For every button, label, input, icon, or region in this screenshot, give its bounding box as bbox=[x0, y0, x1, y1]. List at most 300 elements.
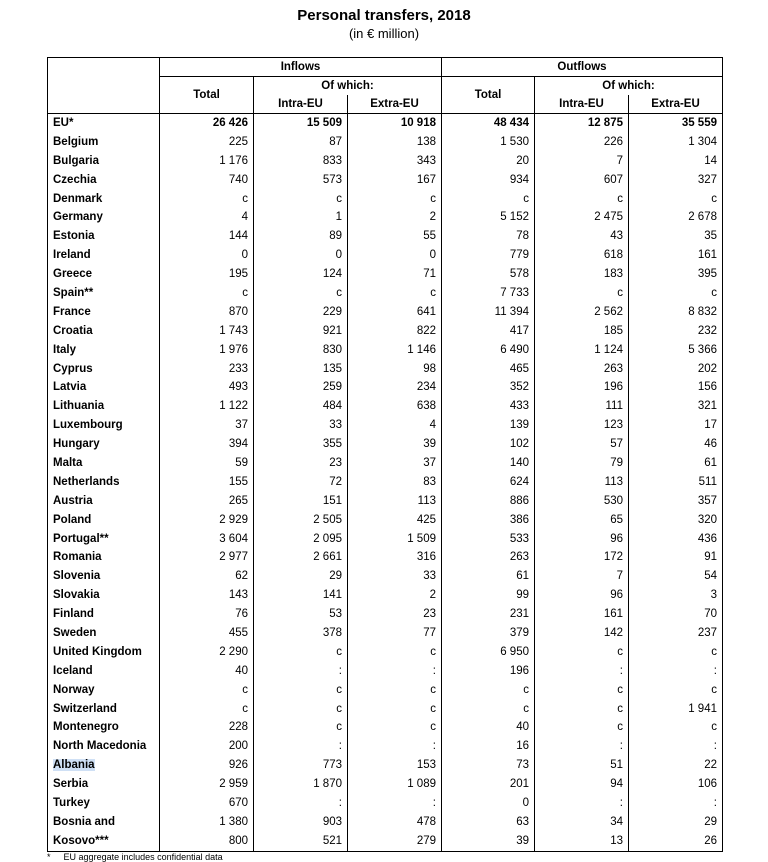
outflows-intra-eu-cell: 12 875 bbox=[535, 114, 629, 133]
table-row bbox=[48, 662, 723, 681]
outflows-intra-eu-cell: 113 bbox=[535, 473, 629, 492]
country-cell: Italy bbox=[53, 343, 77, 356]
table-row bbox=[48, 152, 723, 171]
table-row bbox=[48, 719, 723, 738]
outflows-total-cell: 386 bbox=[442, 511, 535, 530]
inflows-intra-eu-cell: 921 bbox=[254, 322, 348, 341]
outflows-of-which-header: Of which: bbox=[535, 77, 723, 96]
inflows-intra-eu-cell: c bbox=[254, 719, 348, 738]
inflows-extra-eu-cell: 37 bbox=[348, 454, 442, 473]
outflows-intra-eu-cell: 57 bbox=[535, 435, 629, 454]
outflows-intra-eu-cell: 172 bbox=[535, 548, 629, 567]
inflows-total-cell: 800 bbox=[160, 832, 254, 851]
outflows-extra-eu-cell: : bbox=[629, 737, 723, 756]
inflows-intra-eu-cell: : bbox=[254, 662, 348, 681]
country-cell: Croatia bbox=[53, 324, 93, 337]
country-cell: Belgium bbox=[53, 135, 99, 148]
country-cell: Norway bbox=[53, 683, 95, 696]
footnote-text: EU aggregate includes confidential data bbox=[63, 852, 223, 862]
outflows-total-cell: 61 bbox=[442, 567, 535, 586]
table-row bbox=[48, 360, 723, 379]
outflows-total-cell: 779 bbox=[442, 246, 535, 265]
outflows-total-cell: 140 bbox=[442, 454, 535, 473]
inflows-intra-eu-cell: 378 bbox=[254, 624, 348, 643]
outflows-intra-eu-cell: 65 bbox=[535, 511, 629, 530]
outflows-total-cell: 417 bbox=[442, 322, 535, 341]
inflows-extra-eu-cell: 33 bbox=[348, 567, 442, 586]
inflows-total-cell: 1 743 bbox=[160, 322, 254, 341]
inflows-intra-eu-cell: c bbox=[254, 700, 348, 719]
inflows-extra-eu-cell: 98 bbox=[348, 360, 442, 379]
outflows-intra-eu-cell: 183 bbox=[535, 265, 629, 284]
outflows-total-cell: 196 bbox=[442, 662, 535, 681]
outflows-extra-eu-cell: 17 bbox=[629, 416, 723, 435]
inflows-total-cell: 2 977 bbox=[160, 548, 254, 567]
outflows-intra-eu-cell: c bbox=[535, 700, 629, 719]
country-cell: Montenegro bbox=[53, 721, 119, 734]
inflows-total-cell: 493 bbox=[160, 378, 254, 397]
table-row bbox=[48, 133, 723, 152]
inflows-extra-eu-header: Extra-EU bbox=[348, 95, 442, 114]
table-row bbox=[48, 567, 723, 586]
inflows-extra-eu-cell: 71 bbox=[348, 265, 442, 284]
inflows-intra-eu-cell: : bbox=[254, 794, 348, 813]
inflows-intra-eu-cell: c bbox=[254, 681, 348, 700]
inflows-extra-eu-cell: 2 bbox=[348, 586, 442, 605]
outflows-total-header: Total bbox=[442, 77, 535, 114]
table-row bbox=[48, 322, 723, 341]
inflows-extra-eu-cell: 10 918 bbox=[348, 114, 442, 133]
inflows-extra-eu-cell: 77 bbox=[348, 624, 442, 643]
inflows-total-cell: 265 bbox=[160, 492, 254, 511]
outflows-extra-eu-cell: 1 941 bbox=[629, 700, 723, 719]
table-row bbox=[48, 227, 723, 246]
inflows-total-cell: c bbox=[160, 284, 254, 303]
outflows-extra-eu-cell: 327 bbox=[629, 171, 723, 190]
outflows-extra-eu-cell: 14 bbox=[629, 152, 723, 171]
outflows-extra-eu-cell: 70 bbox=[629, 605, 723, 624]
outflows-intra-eu-cell: 7 bbox=[535, 152, 629, 171]
inflows-extra-eu-cell: 343 bbox=[348, 152, 442, 171]
inflows-extra-eu-cell: 153 bbox=[348, 756, 442, 775]
inflows-intra-eu-cell: 484 bbox=[254, 397, 348, 416]
outflows-extra-eu-cell: 61 bbox=[629, 454, 723, 473]
outflows-intra-eu-cell: 34 bbox=[535, 813, 629, 832]
table-row bbox=[48, 303, 723, 322]
country-cell: Germany bbox=[53, 211, 103, 224]
table-row bbox=[48, 700, 723, 719]
outflows-intra-eu-cell: 79 bbox=[535, 454, 629, 473]
inflows-intra-eu-cell: 2 505 bbox=[254, 511, 348, 530]
country-cell: Greece bbox=[53, 268, 93, 281]
outflows-total-cell: 11 394 bbox=[442, 303, 535, 322]
inflows-total-cell: 740 bbox=[160, 171, 254, 190]
inflows-total-cell: 155 bbox=[160, 473, 254, 492]
inflows-intra-eu-cell: 259 bbox=[254, 378, 348, 397]
inflows-total-cell: 26 426 bbox=[160, 114, 254, 133]
table-row bbox=[48, 530, 723, 549]
inflows-extra-eu-cell: 39 bbox=[348, 435, 442, 454]
inflows-extra-eu-cell: 316 bbox=[348, 548, 442, 567]
inflows-intra-eu-cell: 89 bbox=[254, 227, 348, 246]
table-row bbox=[48, 435, 723, 454]
inflows-total-cell: 200 bbox=[160, 737, 254, 756]
outflows-extra-eu-cell: c bbox=[629, 643, 723, 662]
outflows-extra-eu-cell: : bbox=[629, 794, 723, 813]
outflows-intra-eu-cell: 111 bbox=[535, 397, 629, 416]
table-row bbox=[48, 265, 723, 284]
table-row bbox=[48, 756, 723, 775]
outflows-intra-eu-cell: 196 bbox=[535, 378, 629, 397]
inflows-extra-eu-cell: 234 bbox=[348, 378, 442, 397]
country-cell: Estonia bbox=[53, 230, 95, 243]
country-cell: Iceland bbox=[53, 664, 93, 677]
inflows-total-cell: 225 bbox=[160, 133, 254, 152]
outflows-total-cell: 624 bbox=[442, 473, 535, 492]
outflows-extra-eu-cell: 232 bbox=[629, 322, 723, 341]
outflows-total-cell: 78 bbox=[442, 227, 535, 246]
inflows-intra-eu-cell: 72 bbox=[254, 473, 348, 492]
country-cell: Sweden bbox=[53, 626, 97, 639]
inflows-extra-eu-cell: 425 bbox=[348, 511, 442, 530]
country-cell: France bbox=[53, 305, 91, 318]
personal-transfers-table bbox=[47, 57, 723, 852]
inflows-extra-eu-cell: 1 146 bbox=[348, 341, 442, 360]
outflows-extra-eu-cell: 2 678 bbox=[629, 208, 723, 227]
table-row bbox=[48, 624, 723, 643]
outflows-total-cell: 1 530 bbox=[442, 133, 535, 152]
inflows-extra-eu-cell: c bbox=[348, 190, 442, 209]
country-cell: Lithuania bbox=[53, 400, 105, 413]
inflows-total-header: Total bbox=[160, 77, 254, 114]
inflows-extra-eu-cell: c bbox=[348, 719, 442, 738]
inflows-total-cell: 233 bbox=[160, 360, 254, 379]
outflows-intra-eu-cell: 263 bbox=[535, 360, 629, 379]
outflows-extra-eu-cell: 22 bbox=[629, 756, 723, 775]
country-cell: EU* bbox=[53, 116, 74, 129]
country-cell: Finland bbox=[53, 608, 94, 621]
table-row bbox=[48, 246, 723, 265]
country-cell: North Macedonia bbox=[53, 740, 147, 753]
outflows-total-cell: 7 733 bbox=[442, 284, 535, 303]
outflows-intra-eu-cell: 7 bbox=[535, 567, 629, 586]
inflows-intra-eu-cell: 2 095 bbox=[254, 530, 348, 549]
outflows-intra-eu-cell: 96 bbox=[535, 586, 629, 605]
inflows-extra-eu-cell: 279 bbox=[348, 832, 442, 851]
outflows-extra-eu-cell: 320 bbox=[629, 511, 723, 530]
outflows-total-cell: 578 bbox=[442, 265, 535, 284]
country-cell: Slovenia bbox=[53, 570, 101, 583]
inflows-total-cell: 143 bbox=[160, 586, 254, 605]
inflows-intra-eu-cell: 124 bbox=[254, 265, 348, 284]
outflows-intra-eu-cell: 94 bbox=[535, 775, 629, 794]
outflows-total-cell: 886 bbox=[442, 492, 535, 511]
outflows-extra-eu-cell: 46 bbox=[629, 435, 723, 454]
inflows-total-cell: 455 bbox=[160, 624, 254, 643]
inflows-intra-eu-cell: 33 bbox=[254, 416, 348, 435]
table-row bbox=[48, 190, 723, 209]
table-title: Personal transfers, 2018 bbox=[297, 7, 471, 24]
country-cell: Kosovo*** bbox=[48, 832, 160, 851]
country-cell bbox=[48, 756, 160, 775]
inflows-extra-eu-cell: 55 bbox=[348, 227, 442, 246]
outflows-extra-eu-cell: : bbox=[629, 662, 723, 681]
inflows-total-cell: 1 380 bbox=[160, 813, 254, 832]
inflows-extra-eu-cell: : bbox=[348, 662, 442, 681]
country-cell: Slovakia bbox=[53, 589, 100, 602]
country-cell: Portugal** bbox=[53, 532, 109, 545]
outflows-total-cell: 63 bbox=[442, 813, 535, 832]
country-cell: Cyprus bbox=[53, 362, 93, 375]
outflows-intra-eu-cell: 618 bbox=[535, 246, 629, 265]
inflows-total-cell: 1 176 bbox=[160, 152, 254, 171]
country-header-cell bbox=[48, 58, 160, 114]
inflows-total-cell: 37 bbox=[160, 416, 254, 435]
country-cell: United Kingdom bbox=[53, 645, 142, 658]
country-cell: Switzerland bbox=[53, 702, 117, 715]
inflows-intra-eu-cell: c bbox=[254, 643, 348, 662]
country-cell: Bosnia and bbox=[53, 815, 115, 828]
outflows-total-cell: 379 bbox=[442, 624, 535, 643]
outflows-intra-eu-cell: 96 bbox=[535, 530, 629, 549]
outflows-extra-eu-cell: 202 bbox=[629, 360, 723, 379]
table-row bbox=[48, 454, 723, 473]
inflows-intra-eu-cell: 833 bbox=[254, 152, 348, 171]
outflows-extra-eu-cell: 26 bbox=[629, 832, 723, 851]
outflows-extra-eu-cell: 357 bbox=[629, 492, 723, 511]
outflows-total-cell: 48 434 bbox=[442, 114, 535, 133]
outflows-intra-eu-cell: : bbox=[535, 662, 629, 681]
outflows-intra-eu-cell: c bbox=[535, 681, 629, 700]
outflows-intra-eu-cell: 13 bbox=[535, 832, 629, 851]
outflows-total-cell: 934 bbox=[442, 171, 535, 190]
inflows-intra-eu-cell: 15 509 bbox=[254, 114, 348, 133]
outflows-extra-eu-cell: c bbox=[629, 719, 723, 738]
country-cell: Malta bbox=[53, 456, 83, 469]
inflows-total-cell: 2 290 bbox=[160, 643, 254, 662]
outflows-total-cell: 433 bbox=[442, 397, 535, 416]
inflows-extra-eu-cell: : bbox=[348, 737, 442, 756]
inflows-extra-eu-cell: c bbox=[348, 643, 442, 662]
inflows-extra-eu-cell: 0 bbox=[348, 246, 442, 265]
table-row bbox=[48, 643, 723, 662]
outflows-extra-eu-cell: 29 bbox=[629, 813, 723, 832]
inflows-intra-eu-cell: : bbox=[254, 737, 348, 756]
outflows-intra-eu-cell: c bbox=[535, 643, 629, 662]
inflows-total-cell: 2 959 bbox=[160, 775, 254, 794]
outflows-intra-eu-cell: 51 bbox=[535, 756, 629, 775]
inflows-extra-eu-cell: 2 bbox=[348, 208, 442, 227]
inflows-intra-eu-cell: 23 bbox=[254, 454, 348, 473]
inflows-total-cell: 59 bbox=[160, 454, 254, 473]
inflows-header: Inflows bbox=[160, 58, 442, 77]
outflows-total-cell: 352 bbox=[442, 378, 535, 397]
outflows-intra-eu-cell: 123 bbox=[535, 416, 629, 435]
outflows-header: Outflows bbox=[442, 58, 723, 77]
outflows-extra-eu-cell: 106 bbox=[629, 775, 723, 794]
outflows-extra-eu-cell: 321 bbox=[629, 397, 723, 416]
inflows-extra-eu-cell: 638 bbox=[348, 397, 442, 416]
inflows-intra-eu-header: Intra-EU bbox=[254, 95, 348, 114]
inflows-intra-eu-cell: 830 bbox=[254, 341, 348, 360]
outflows-total-cell: 102 bbox=[442, 435, 535, 454]
table-row bbox=[48, 473, 723, 492]
outflows-extra-eu-cell: 35 bbox=[629, 227, 723, 246]
outflows-extra-eu-cell: 436 bbox=[629, 530, 723, 549]
inflows-extra-eu-cell: c bbox=[348, 700, 442, 719]
country-cell: Spain** bbox=[53, 286, 94, 299]
outflows-extra-eu-header: Extra-EU bbox=[629, 95, 723, 114]
selected-text-highlight: Albania bbox=[53, 759, 95, 772]
outflows-total-cell: 5 152 bbox=[442, 208, 535, 227]
inflows-extra-eu-cell: 138 bbox=[348, 133, 442, 152]
inflows-extra-eu-cell: 167 bbox=[348, 171, 442, 190]
inflows-total-cell: 62 bbox=[160, 567, 254, 586]
inflows-intra-eu-cell: 229 bbox=[254, 303, 348, 322]
table-row bbox=[48, 284, 723, 303]
country-cell: Poland bbox=[53, 513, 92, 526]
country-cell: Netherlands bbox=[53, 475, 120, 488]
inflows-intra-eu-cell: c bbox=[254, 284, 348, 303]
outflows-intra-eu-cell: : bbox=[535, 794, 629, 813]
table-row bbox=[48, 114, 723, 133]
country-cell: Ireland bbox=[53, 249, 91, 262]
outflows-intra-eu-cell: : bbox=[535, 737, 629, 756]
outflows-total-cell: 99 bbox=[442, 586, 535, 605]
inflows-total-cell: 2 929 bbox=[160, 511, 254, 530]
table-row bbox=[48, 492, 723, 511]
inflows-extra-eu-cell: 1 509 bbox=[348, 530, 442, 549]
outflows-intra-eu-cell: 43 bbox=[535, 227, 629, 246]
outflows-total-cell: 139 bbox=[442, 416, 535, 435]
inflows-total-cell: c bbox=[160, 681, 254, 700]
outflows-total-cell: 20 bbox=[442, 152, 535, 171]
country-cell: Romania bbox=[53, 551, 102, 564]
inflows-total-cell: 870 bbox=[160, 303, 254, 322]
table-row bbox=[48, 813, 723, 832]
outflows-extra-eu-cell: 395 bbox=[629, 265, 723, 284]
outflows-extra-eu-cell: c bbox=[629, 284, 723, 303]
table-row bbox=[48, 737, 723, 756]
outflows-intra-eu-cell: 2 475 bbox=[535, 208, 629, 227]
inflows-intra-eu-cell: 521 bbox=[254, 832, 348, 851]
inflows-total-cell: 0 bbox=[160, 246, 254, 265]
table-row bbox=[48, 397, 723, 416]
inflows-intra-eu-cell: 1 bbox=[254, 208, 348, 227]
outflows-intra-eu-cell: 530 bbox=[535, 492, 629, 511]
inflows-extra-eu-cell: 83 bbox=[348, 473, 442, 492]
outflows-extra-eu-cell: 156 bbox=[629, 378, 723, 397]
inflows-total-cell: 228 bbox=[160, 719, 254, 738]
inflows-intra-eu-cell: 151 bbox=[254, 492, 348, 511]
outflows-intra-eu-cell: c bbox=[535, 190, 629, 209]
outflows-total-cell: 263 bbox=[442, 548, 535, 567]
outflows-intra-eu-cell: 226 bbox=[535, 133, 629, 152]
inflows-total-cell: 40 bbox=[160, 662, 254, 681]
inflows-extra-eu-cell: : bbox=[348, 794, 442, 813]
outflows-extra-eu-cell: 3 bbox=[629, 586, 723, 605]
country-cell: Turkey bbox=[53, 797, 90, 809]
table-row bbox=[48, 681, 723, 700]
table-row bbox=[48, 775, 723, 794]
outflows-intra-eu-cell: 607 bbox=[535, 171, 629, 190]
outflows-extra-eu-cell: 35 559 bbox=[629, 114, 723, 133]
inflows-extra-eu-cell: 478 bbox=[348, 813, 442, 832]
outflows-total-cell: 6 490 bbox=[442, 341, 535, 360]
country-cell: Bulgaria bbox=[53, 154, 100, 167]
inflows-total-cell: 4 bbox=[160, 208, 254, 227]
table-row bbox=[48, 341, 723, 360]
outflows-extra-eu-cell: 511 bbox=[629, 473, 723, 492]
inflows-total-cell: 144 bbox=[160, 227, 254, 246]
outflows-total-cell: 16 bbox=[442, 737, 535, 756]
outflows-extra-eu-cell: 161 bbox=[629, 246, 723, 265]
inflows-intra-eu-cell: 87 bbox=[254, 133, 348, 152]
inflows-extra-eu-cell: c bbox=[348, 681, 442, 700]
country-cell: Czechia bbox=[53, 173, 97, 186]
table-row bbox=[48, 794, 723, 813]
inflows-intra-eu-cell: 355 bbox=[254, 435, 348, 454]
outflows-extra-eu-cell: c bbox=[629, 190, 723, 209]
inflows-intra-eu-cell: 141 bbox=[254, 586, 348, 605]
inflows-total-cell: 1 122 bbox=[160, 397, 254, 416]
outflows-total-cell: c bbox=[442, 681, 535, 700]
table-row bbox=[48, 832, 723, 851]
country-cell: Hungary bbox=[53, 438, 100, 451]
outflows-intra-eu-cell: 1 124 bbox=[535, 341, 629, 360]
table-row bbox=[48, 171, 723, 190]
inflows-intra-eu-cell: 903 bbox=[254, 813, 348, 832]
outflows-total-cell: 39 bbox=[442, 832, 535, 851]
outflows-total-cell: 73 bbox=[442, 756, 535, 775]
inflows-intra-eu-cell: 2 661 bbox=[254, 548, 348, 567]
outflows-extra-eu-cell: 8 832 bbox=[629, 303, 723, 322]
inflows-extra-eu-cell: 822 bbox=[348, 322, 442, 341]
inflows-extra-eu-cell: 4 bbox=[348, 416, 442, 435]
footnote-marker: * bbox=[47, 852, 51, 862]
table-body bbox=[48, 114, 723, 852]
inflows-total-cell: c bbox=[160, 190, 254, 209]
inflows-total-cell: 394 bbox=[160, 435, 254, 454]
country-cell: Denmark bbox=[53, 192, 103, 205]
outflows-total-cell: 6 950 bbox=[442, 643, 535, 662]
table-row bbox=[48, 378, 723, 397]
country-cell: Austria bbox=[53, 494, 93, 507]
inflows-intra-eu-cell: c bbox=[254, 190, 348, 209]
inflows-total-cell: c bbox=[160, 700, 254, 719]
outflows-intra-eu-cell: 161 bbox=[535, 605, 629, 624]
inflows-extra-eu-cell: c bbox=[348, 284, 442, 303]
inflows-intra-eu-cell: 53 bbox=[254, 605, 348, 624]
inflows-intra-eu-cell: 573 bbox=[254, 171, 348, 190]
table-subtitle: (in € million) bbox=[348, 26, 420, 41]
inflows-total-cell: 3 604 bbox=[160, 530, 254, 549]
country-cell: Latvia bbox=[53, 381, 87, 394]
outflows-intra-eu-cell: 2 562 bbox=[535, 303, 629, 322]
country-cell: Luxembourg bbox=[53, 419, 123, 432]
outflows-intra-eu-header: Intra-EU bbox=[535, 95, 629, 114]
inflows-total-cell: 926 bbox=[160, 756, 254, 775]
outflows-extra-eu-cell: 54 bbox=[629, 567, 723, 586]
outflows-extra-eu-cell: c bbox=[629, 681, 723, 700]
table-row bbox=[48, 548, 723, 567]
inflows-total-cell: 670 bbox=[160, 794, 254, 813]
outflows-total-cell: 40 bbox=[442, 719, 535, 738]
outflows-total-cell: c bbox=[442, 700, 535, 719]
inflows-extra-eu-cell: 23 bbox=[348, 605, 442, 624]
inflows-extra-eu-cell: 641 bbox=[348, 303, 442, 322]
inflows-total-cell: 76 bbox=[160, 605, 254, 624]
